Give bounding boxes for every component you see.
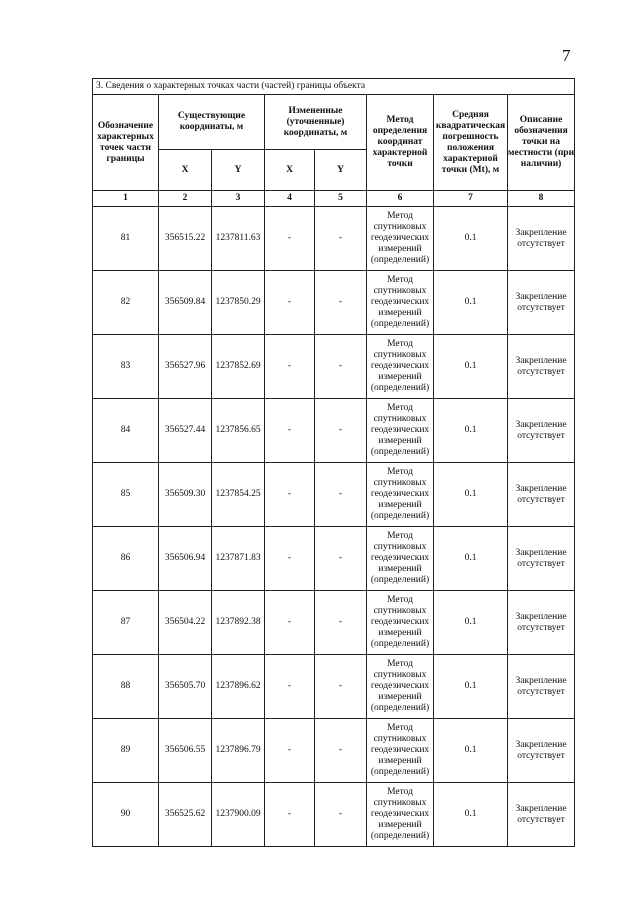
method-cell: Метод спутниковых геодезических измерений (определений) <box>367 655 434 719</box>
changed-y-cell: - <box>315 719 367 783</box>
existing-y-cell: 1237892.38 <box>212 591 265 655</box>
changed-y-cell: - <box>315 527 367 591</box>
existing-y-cell: 1237871.83 <box>212 527 265 591</box>
changed-x-cell: - <box>265 463 315 527</box>
changed-y-cell: - <box>315 591 367 655</box>
method-cell: Метод спутниковых геодезических измерений (определений) <box>367 399 434 463</box>
existing-y-cell: 1237896.79 <box>212 719 265 783</box>
existing-y-cell: 1237856.65 <box>212 399 265 463</box>
existing-y-cell: 1237852.69 <box>212 335 265 399</box>
accuracy-cell: 0.1 <box>434 527 508 591</box>
changed-y-cell: - <box>315 271 367 335</box>
header-existing-x: X <box>159 150 212 191</box>
boundary-points-table <box>92 78 575 847</box>
column-number: 1 <box>93 191 159 207</box>
point-id-cell: 81 <box>93 207 159 271</box>
column-number: 4 <box>265 191 315 207</box>
column-number: 3 <box>212 191 265 207</box>
existing-x-cell: 356515.22 <box>159 207 212 271</box>
column-number: 5 <box>315 191 367 207</box>
table-row <box>93 591 575 655</box>
table-row <box>93 719 575 783</box>
description-cell: Закрепление отсутствует <box>508 463 575 527</box>
method-cell: Метод спутниковых геодезических измерений (определений) <box>367 207 434 271</box>
existing-x-cell: 356527.96 <box>159 335 212 399</box>
method-cell: Метод спутниковых геодезических измерений (определений) <box>367 783 434 847</box>
existing-y-cell: 1237811.63 <box>212 207 265 271</box>
description-cell: Закрепление отсутствует <box>508 527 575 591</box>
changed-x-cell: - <box>265 271 315 335</box>
table-row <box>93 783 575 847</box>
changed-y-cell: - <box>315 463 367 527</box>
accuracy-cell: 0.1 <box>434 399 508 463</box>
point-id-cell: 86 <box>93 527 159 591</box>
description-cell: Закрепление отсутствует <box>508 655 575 719</box>
existing-x-cell: 356504.22 <box>159 591 212 655</box>
header-point-designation: Обозначение характерных точек части границы <box>93 95 159 191</box>
changed-y-cell: - <box>315 783 367 847</box>
point-id-cell: 88 <box>93 655 159 719</box>
header-existing-y: Y <box>212 150 265 191</box>
existing-x-cell: 356509.84 <box>159 271 212 335</box>
existing-y-cell: 1237854.25 <box>212 463 265 527</box>
header-existing-coordinates: Существующие координаты, м <box>159 95 265 150</box>
table-row <box>93 655 575 719</box>
column-number: 7 <box>434 191 508 207</box>
changed-y-cell: - <box>315 399 367 463</box>
column-number: 8 <box>508 191 575 207</box>
changed-y-cell: - <box>315 335 367 399</box>
header-changed-x: X <box>265 150 315 191</box>
existing-x-cell: 356506.94 <box>159 527 212 591</box>
header-changed-coordinates: Измененные (уточненные) координаты, м <box>265 95 367 150</box>
method-cell: Метод спутниковых геодезических измерений (определений) <box>367 527 434 591</box>
changed-x-cell: - <box>265 207 315 271</box>
accuracy-cell: 0.1 <box>434 719 508 783</box>
description-cell: Закрепление отсутствует <box>508 271 575 335</box>
point-id-cell: 84 <box>93 399 159 463</box>
changed-y-cell: - <box>315 655 367 719</box>
description-cell: Закрепление отсутствует <box>508 335 575 399</box>
point-id-cell: 89 <box>93 719 159 783</box>
existing-y-cell: 1237850.29 <box>212 271 265 335</box>
accuracy-cell: 0.1 <box>434 783 508 847</box>
existing-x-cell: 356505.70 <box>159 655 212 719</box>
changed-x-cell: - <box>265 783 315 847</box>
table-row <box>93 463 575 527</box>
accuracy-cell: 0.1 <box>434 591 508 655</box>
accuracy-cell: 0.1 <box>434 655 508 719</box>
accuracy-cell: 0.1 <box>434 207 508 271</box>
description-cell: Закрепление отсутствует <box>508 591 575 655</box>
table-row <box>93 207 575 271</box>
existing-x-cell: 356509.30 <box>159 463 212 527</box>
existing-y-cell: 1237896.62 <box>212 655 265 719</box>
changed-x-cell: - <box>265 719 315 783</box>
changed-y-cell: - <box>315 207 367 271</box>
description-cell: Закрепление отсутствует <box>508 207 575 271</box>
accuracy-cell: 0.1 <box>434 463 508 527</box>
column-number: 2 <box>159 191 212 207</box>
existing-x-cell: 356525.62 <box>159 783 212 847</box>
accuracy-cell: 0.1 <box>434 271 508 335</box>
header-accuracy: Средняя квадратическая погрешность положения характерной точки (Mt), м <box>434 95 508 191</box>
table-row <box>93 399 575 463</box>
changed-x-cell: - <box>265 399 315 463</box>
changed-x-cell: - <box>265 335 315 399</box>
table-row <box>93 335 575 399</box>
section-title: 3. Сведения о характерных точках части (частей) границы объекта <box>93 79 575 95</box>
description-cell: Закрепление отсутствует <box>508 719 575 783</box>
header-changed-y: Y <box>315 150 367 191</box>
point-id-cell: 85 <box>93 463 159 527</box>
table-row <box>93 527 575 591</box>
changed-x-cell: - <box>265 591 315 655</box>
existing-x-cell: 356527.44 <box>159 399 212 463</box>
header-method: Метод определения координат характерной точки <box>367 95 434 191</box>
table-row <box>93 271 575 335</box>
point-id-cell: 82 <box>93 271 159 335</box>
description-cell: Закрепление отсутствует <box>508 399 575 463</box>
point-id-cell: 87 <box>93 591 159 655</box>
point-id-cell: 83 <box>93 335 159 399</box>
description-cell: Закрепление отсутствует <box>508 783 575 847</box>
method-cell: Метод спутниковых геодезических измерений (определений) <box>367 463 434 527</box>
method-cell: Метод спутниковых геодезических измерений (определений) <box>367 271 434 335</box>
page-number: 7 <box>562 46 571 65</box>
changed-x-cell: - <box>265 527 315 591</box>
method-cell: Метод спутниковых геодезических измерений (определений) <box>367 719 434 783</box>
changed-x-cell: - <box>265 655 315 719</box>
header-description: Описание обозначения точки на местности (при наличии) <box>508 95 575 191</box>
column-number: 6 <box>367 191 434 207</box>
method-cell: Метод спутниковых геодезических измерений (определений) <box>367 591 434 655</box>
method-cell: Метод спутниковых геодезических измерений (определений) <box>367 335 434 399</box>
point-id-cell: 90 <box>93 783 159 847</box>
existing-x-cell: 356506.55 <box>159 719 212 783</box>
accuracy-cell: 0.1 <box>434 335 508 399</box>
existing-y-cell: 1237900.09 <box>212 783 265 847</box>
